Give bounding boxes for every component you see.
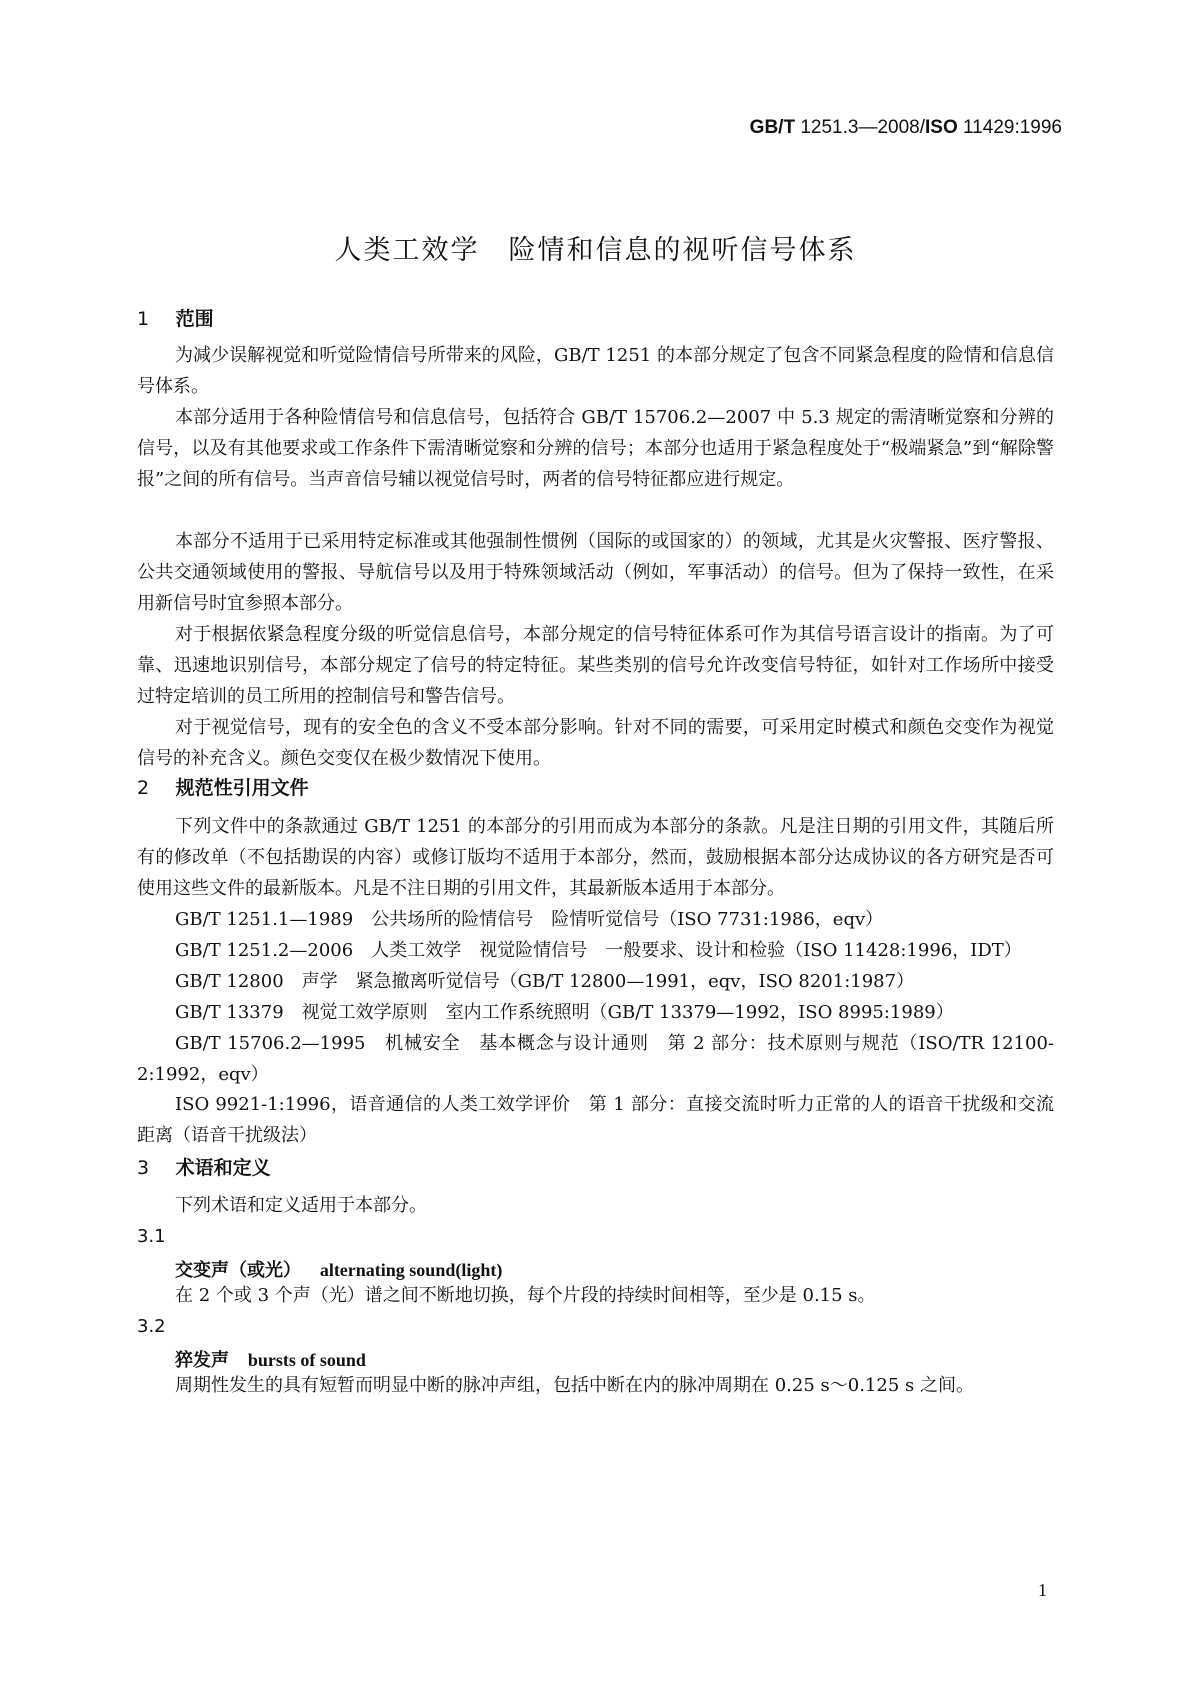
document-title: 人类工效学 险情和信息的视听信号体系 bbox=[334, 235, 857, 266]
term-english: alternating sound(light) bbox=[319, 1260, 503, 1280]
reference-item: GB/T 15706.2—1995 机械安全 基本概念与设计通则 第 2 部分：技术原则与规范（ISO/TR 12100-2:1992，eqv） bbox=[137, 1033, 1054, 1085]
reference-item: GB/T 12800 声学 紧急撤离听觉信号（GB/T 12800—1991，eqv，ISO 8201:1987） bbox=[175, 971, 915, 992]
section-heading-terms bbox=[137, 1153, 271, 1180]
scope-paragraph-5: 对于视觉信号，现有的安全色的含义不受本部分影响。针对不同的需要，可采用定时模式和颜色交变作为视觉信号的补充含义。颜色交变仅在极少数情况下使用。 bbox=[137, 717, 1054, 769]
page-number: 1 bbox=[1038, 1580, 1047, 1600]
term-definition: 在 2 个或 3 个声（光）谱之间不断地切换，每个片段的持续时间相等，至少是 0.15 s。 bbox=[175, 1285, 876, 1306]
section-number: 2 bbox=[137, 777, 150, 799]
term-number: 3.2 bbox=[137, 1316, 166, 1337]
std-code-tail: 11429:1996 bbox=[957, 117, 1062, 138]
reference-item: GB/T 1251.1—1989 公共场所的险情信号 险情听觉信号（ISO 7731:1986，eqv） bbox=[175, 909, 884, 930]
scope-paragraph-3: 本部分不适用于已采用特定标准或其他强制性惯例（国际的或国家的）的领域，尤其是火灾警报、医疗警报、公共交通领域使用的警报、导航信号以及用于特殊领域活动（例如，军事活动）的信号。但为了保持一致性，在采用新信号时宜参照本部分。 bbox=[137, 531, 1054, 614]
section-number: 1 bbox=[137, 308, 150, 330]
terms-intro-paragraph: 下列术语和定义适用于本部分。 bbox=[175, 1195, 427, 1216]
std-code-gbt: GB/T bbox=[749, 117, 796, 138]
section-heading-normative-references bbox=[137, 773, 309, 800]
reference-item: GB/T 1251.2—2006 人类工效学 视觉险情信号 一般要求、设计和检验（ISO 11428:1996，IDT） bbox=[175, 940, 1022, 961]
section-number: 3 bbox=[137, 1157, 150, 1179]
section-title: 规范性引用文件 bbox=[175, 777, 309, 799]
term-heading bbox=[175, 1256, 502, 1282]
reference-item: ISO 9921-1:1996，语音通信的人类工效学评价 第 1 部分：直接交流时听力正常的人的语音干扰级和交流距离（语音干扰级法） bbox=[137, 1094, 1054, 1146]
standard-number bbox=[750, 117, 1062, 139]
term-number: 3.1 bbox=[137, 1226, 166, 1247]
section-heading-scope bbox=[137, 304, 214, 331]
std-code-mid: 1251.3—2008/ bbox=[795, 117, 926, 138]
section-title: 范围 bbox=[175, 308, 214, 330]
term-english: bursts of sound bbox=[247, 1350, 366, 1370]
scope-paragraph-2: 本部分适用于各种险情信号和信息信号，包括符合 GB/T 15706.2—2007 中 5.3 规定的需清晰觉察和分辨的信号，以及有其他要求或工作条件下需清晰觉察和分辨的信号；本部分也适用于紧急程度处于“极端紧急”到“解除警报”之间的所有信号。当声音信号辅以视觉信号时，两者的信号特征都应进行规定。 bbox=[137, 407, 1054, 490]
scope-paragraph-1: 为减少误解视觉和听觉险情信号所带来的风险，GB/T 1251 的本部分规定了包含不同紧急程度的险情和信息信号体系。 bbox=[137, 345, 1054, 397]
section-title: 术语和定义 bbox=[175, 1157, 271, 1179]
term-definition: 周期性发生的具有短暂而明显中断的脉冲声组，包括中断在内的脉冲周期在 0.25 s～0.125 s 之间。 bbox=[175, 1375, 974, 1396]
term-chinese: 交变声（或光） bbox=[175, 1260, 301, 1281]
normative-intro-paragraph: 下列文件中的条款通过 GB/T 1251 的本部分的引用而成为本部分的条款。凡是注日期的引用文件，其随后所有的修改单（不包括勘误的内容）或修订版均不适用于本部分，然而，鼓励根据本部分达成协议的各方研究是否可使用这些文件的最新版本。凡是不注日期的引用文件，其最新版本适用于本部分。 bbox=[137, 816, 1054, 899]
reference-item: GB/T 13379 视觉工效学原则 室内工作系统照明（GB/T 13379—1992，ISO 8995:1989） bbox=[175, 1002, 954, 1023]
scope-paragraph-4: 对于根据依紧急程度分级的听觉信息信号，本部分规定的信号特征体系可作为其信号语言设计的指南。为了可靠、迅速地识别信号，本部分规定了信号的特定特征。某些类别的信号允许改变信号特征，如针对工作场所中接受过特定培训的员工所用的控制信号和警告信号。 bbox=[137, 624, 1054, 707]
term-heading bbox=[175, 1346, 366, 1372]
term-chinese: 猝发声 bbox=[175, 1350, 229, 1371]
std-code-iso: ISO bbox=[925, 117, 958, 138]
